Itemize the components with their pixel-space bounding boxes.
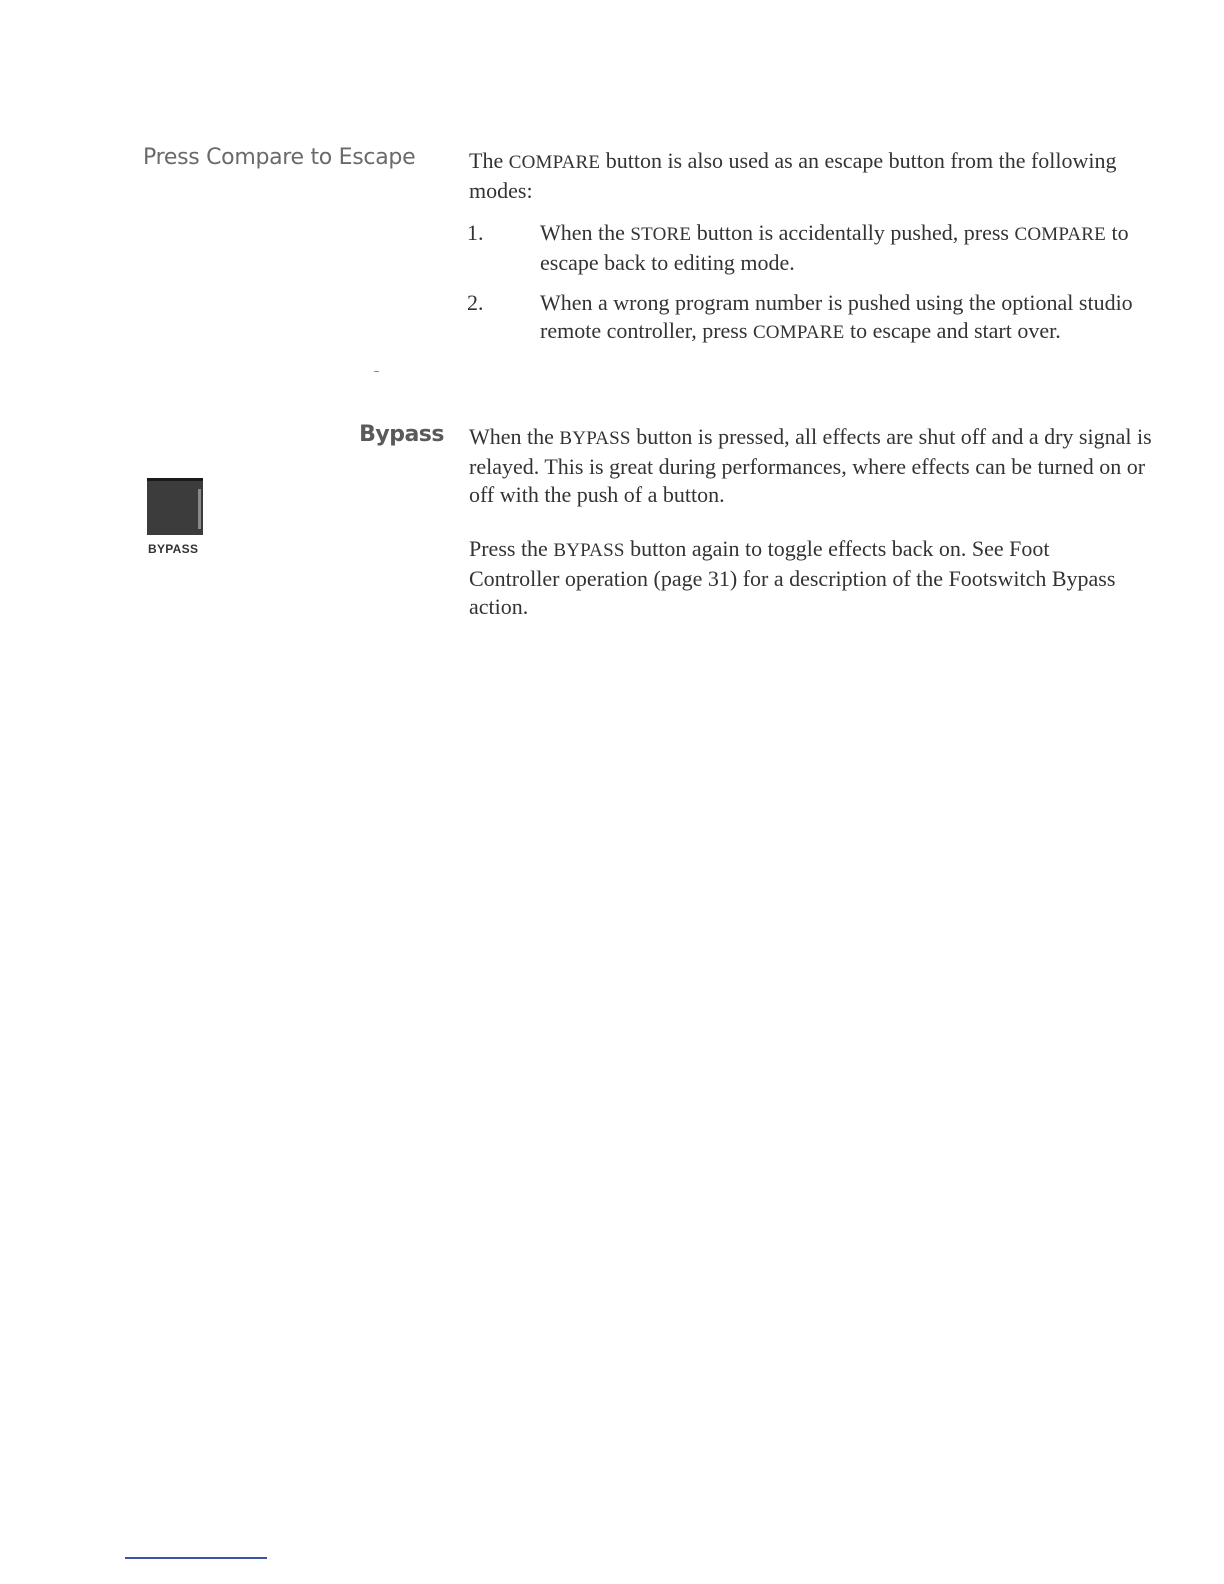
bypass-paragraph-1: [469, 423, 1169, 509]
escape-intro-paragraph: [469, 147, 1159, 205]
list-item-number: 2.: [467, 290, 484, 315]
text-run: button again to toggle effects back on. See Foot Controller operation (page 31) for a description of the Footswitch Bypass action.: [469, 536, 1116, 619]
text-run: button is also used as an escape button from the following modes:: [469, 148, 1117, 203]
text-run: When a wrong program number is pushed using the optional studio remote controller, press: [540, 290, 1133, 343]
text-run: button is pressed, all effects are shut off and a dry signal is relayed. This is great during performances, where effects can be turned on or off with the push of a button.: [469, 424, 1152, 507]
text-run: to escape back to editing mode.: [540, 220, 1129, 275]
text-run: When the: [469, 424, 560, 449]
bypass-button-illustration: [147, 478, 203, 535]
text-run: The: [469, 148, 509, 173]
scan-mark: [374, 371, 379, 372]
compare-button-name: COMPARE: [508, 152, 601, 173]
list-item-number: 1.: [467, 220, 484, 245]
bypass-button-caption: BYPASS: [148, 542, 199, 556]
list-item-text: [540, 219, 1140, 277]
section-heading-bypass: Bypass: [359, 422, 444, 447]
compare-button-name: COMPARE: [1014, 224, 1106, 245]
bypass-button-name: BYPASS: [559, 428, 631, 449]
text-run: to escape and start over.: [844, 318, 1061, 343]
store-button-name: STORE: [630, 224, 692, 245]
button-edge-highlight: [198, 489, 201, 529]
list-item-text: [540, 289, 1140, 347]
text-run: Press the: [469, 536, 554, 561]
bypass-button-name: BYPASS: [553, 540, 625, 561]
compare-button-name: COMPARE: [752, 322, 845, 343]
text-run: When the: [540, 220, 631, 245]
section-heading-escape: Press Compare to Escape: [143, 145, 416, 170]
text-run: button is accidentally pushed, press: [691, 220, 1015, 245]
footer-rule: [125, 1557, 267, 1559]
bypass-paragraph-2: [469, 535, 1139, 621]
